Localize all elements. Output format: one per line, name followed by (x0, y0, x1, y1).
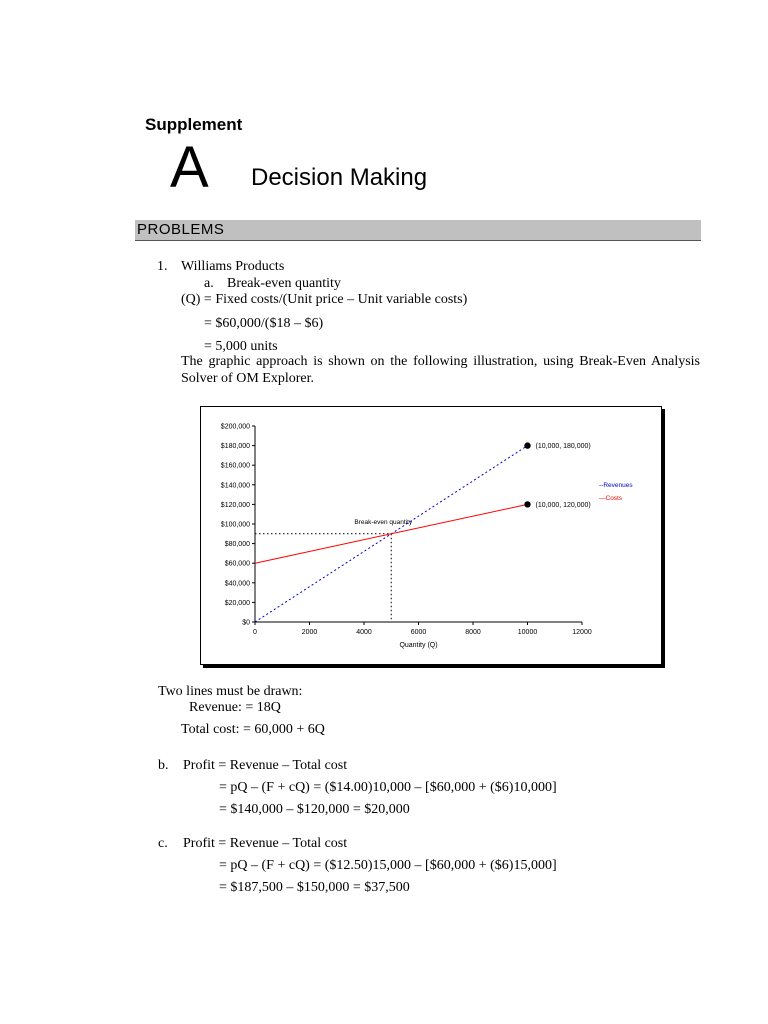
break-even-label: Break-even quantity (354, 518, 413, 526)
x-tick-label: 2000 (301, 629, 318, 636)
x-tick-label: 10000 (517, 629, 538, 636)
x-tick-label: 8000 (465, 629, 481, 636)
supplement-label: Supplement (145, 115, 243, 134)
data-point (524, 501, 530, 507)
part-b-formula-line: = pQ – (F + cQ) = ($14.00)10,000 – [$60,000 + ($6)10,000] (219, 780, 557, 795)
total-cost-equation: Total cost: = 60,000 + 6Q (181, 722, 325, 737)
revenue-equation: Revenue: = 18Q (189, 700, 281, 715)
part-b-result-line: = $140,000 – $120,000 = $20,000 (219, 802, 410, 817)
x-tick-label: 4000 (356, 629, 372, 636)
part-c-result-line: = $187,500 – $150,000 = $37,500 (219, 880, 410, 895)
legend-entry-costs: —Costs (599, 495, 623, 502)
y-tick-label: $0 (242, 619, 250, 627)
part-a-label: Break-even quantity (227, 276, 341, 291)
problem-title: Williams Products (181, 259, 285, 274)
data-point-label: (10,000, 120,000) (535, 501, 591, 509)
formula-line: (Q) = Fixed costs/(Unit price – Unit variable costs) (181, 292, 468, 307)
x-axis-label: Quantity (Q) (399, 642, 438, 649)
y-tick-label: $60,000 (224, 560, 250, 568)
part-a-marker: a. (204, 276, 214, 291)
y-tick-label: $180,000 (220, 443, 250, 451)
part-b-profit-line: Profit = Revenue – Total cost (183, 758, 348, 773)
y-tick-label: $140,000 (220, 482, 250, 490)
section-label: PROBLEMS (137, 221, 225, 238)
x-tick-label: 6000 (410, 629, 427, 636)
part-c-marker: c. (158, 836, 168, 851)
graphic-approach-paragraph: The graphic approach is shown on the following illustration, using Break-Even Analysis Solver of OM Explorer. (181, 354, 700, 386)
y-tick-label: $80,000 (224, 541, 250, 549)
formula-line: = 5,000 units (204, 339, 278, 354)
formula-line: = $60,000/($18 – $6) (204, 316, 324, 331)
y-tick-label: $20,000 (224, 599, 250, 607)
break-even-chart (200, 406, 662, 665)
part-c-profit-line: Profit = Revenue – Total cost (183, 836, 348, 851)
y-tick-label: $160,000 (220, 462, 250, 470)
part-c-formula-line: = pQ – (F + cQ) = ($12.50)15,000 – [$60,000 + ($6)15,000] (219, 858, 557, 873)
supplement-letter: A (170, 135, 209, 200)
two-lines-text: Two lines must be drawn: (158, 684, 303, 699)
legend-entry-revenues: --Revenues (599, 482, 633, 489)
chart-svg (201, 407, 661, 664)
y-tick-label: $100,000 (220, 521, 250, 529)
chapter-title: Decision Making (251, 164, 428, 191)
data-point (524, 442, 530, 448)
y-tick-label: $40,000 (224, 580, 250, 588)
x-tick-label: 0 (253, 629, 257, 636)
data-point-label: (10,000, 180,000) (535, 443, 591, 451)
y-tick-label: $200,000 (220, 423, 250, 431)
x-tick-label: 12000 (572, 629, 592, 636)
problem-number: 1. (157, 259, 168, 274)
part-b-marker: b. (158, 758, 169, 773)
y-tick-label: $120,000 (220, 501, 250, 509)
